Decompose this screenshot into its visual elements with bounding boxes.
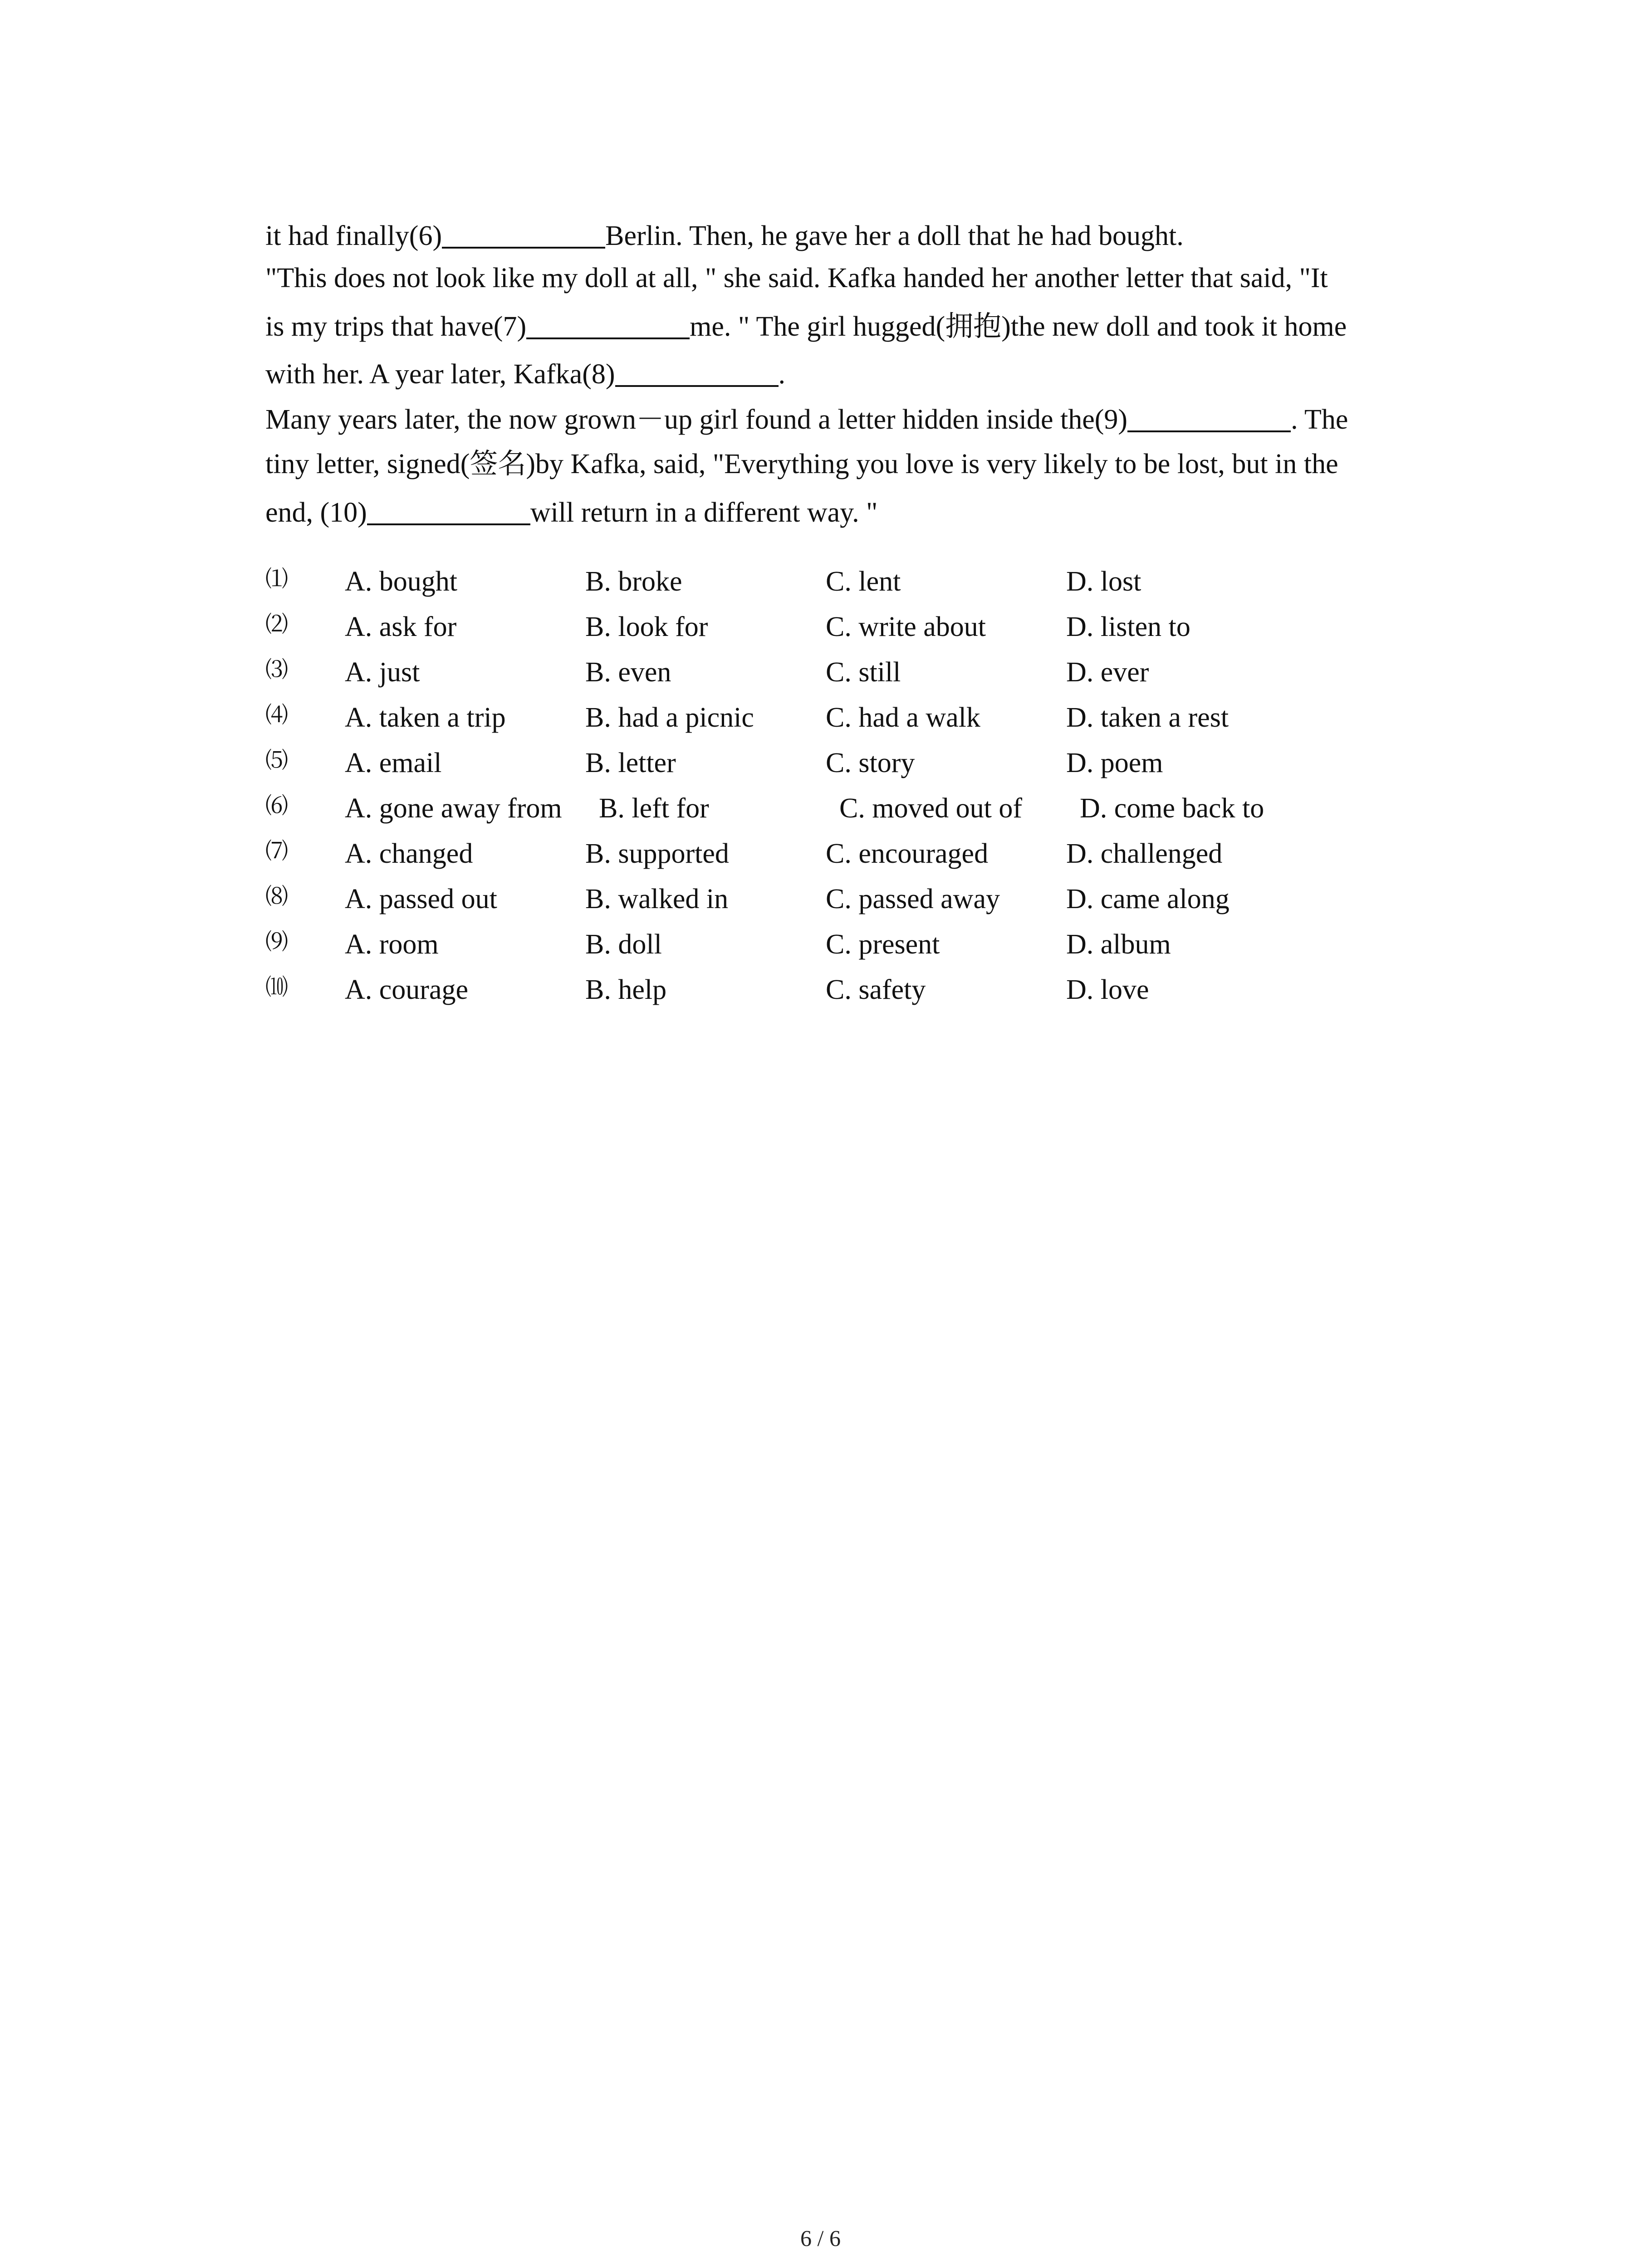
passage-text: . The xyxy=(1291,404,1348,435)
option-b: B. letter xyxy=(585,748,676,778)
option-d: D. challenged xyxy=(1066,838,1223,869)
option-c: C. encouraged xyxy=(826,838,989,869)
question-number: ⑵ xyxy=(265,611,288,637)
answer-blank xyxy=(526,311,690,339)
passage-line xyxy=(265,494,877,531)
answer-blank xyxy=(1127,404,1291,432)
option-a: A. email xyxy=(345,748,442,778)
option-a: A. bought xyxy=(345,566,457,597)
answer-blank xyxy=(615,359,779,387)
question-number: ⑻ xyxy=(265,883,288,909)
passage-line xyxy=(265,217,1184,254)
option-c: C. write about xyxy=(826,611,986,642)
option-b: B. supported xyxy=(585,838,729,869)
option-b: B. look for xyxy=(585,611,708,642)
option-b: B. left for xyxy=(599,793,709,824)
option-a: A. passed out xyxy=(345,884,497,914)
option-c: C. present xyxy=(826,929,940,960)
passage-text: is my trips that have(7) xyxy=(265,311,527,342)
passage-text: . xyxy=(778,359,785,390)
option-c: C. lent xyxy=(826,566,901,597)
question-number: ⑽ xyxy=(265,974,288,1000)
option-b: B. walked in xyxy=(585,884,729,914)
question-row xyxy=(265,559,1445,604)
question-number: ⑸ xyxy=(265,747,288,773)
option-c: C. passed away xyxy=(826,884,1000,914)
question-row xyxy=(265,922,1445,967)
question-row xyxy=(265,967,1445,1012)
option-a: A. just xyxy=(345,657,420,688)
option-d: D. listen to xyxy=(1066,611,1190,642)
option-a: A. changed xyxy=(345,838,473,869)
answer-blank xyxy=(442,220,605,249)
passage-text: with her. A year later, Kafka(8) xyxy=(265,359,615,390)
passage-text: will return in a different way. " xyxy=(530,497,878,528)
passage-text: "This does not look like my doll at all, " she said. Kafka handed her another letter that said, "It xyxy=(265,263,1328,293)
passage-text: Berlin. Then, he gave her a doll that he had bought. xyxy=(605,220,1184,251)
option-b: B. even xyxy=(585,657,671,688)
option-d: D. poem xyxy=(1066,748,1163,778)
option-d: D. came along xyxy=(1066,884,1230,914)
option-a: A. courage xyxy=(345,974,468,1005)
option-a: A. gone away from xyxy=(345,793,562,824)
option-c: C. story xyxy=(826,748,915,778)
passage-line xyxy=(265,446,1338,482)
question-number: ⑴ xyxy=(265,566,288,592)
question-number: ⑹ xyxy=(265,792,288,819)
option-a: A. room xyxy=(345,929,439,960)
option-b: B. broke xyxy=(585,566,682,597)
option-c: C. moved out of xyxy=(839,793,1022,824)
question-row xyxy=(265,604,1445,650)
passage-text: Many years later, the now grown－up girl found a letter hidden inside the(9) xyxy=(265,404,1128,435)
question-row xyxy=(265,695,1445,740)
passage-text: me. " The girl hugged(拥抱)the new doll and took it home xyxy=(690,311,1347,342)
question-row xyxy=(265,650,1445,695)
option-b: B. had a picnic xyxy=(585,702,754,733)
option-d: D. ever xyxy=(1066,657,1149,688)
passage-text: end, (10) xyxy=(265,497,367,528)
passage-line xyxy=(265,355,785,392)
option-c: C. still xyxy=(826,657,901,688)
page-number: 6 / 6 xyxy=(800,2225,841,2251)
option-c: C. safety xyxy=(826,974,926,1005)
question-number: ⑶ xyxy=(265,656,288,683)
passage-line xyxy=(265,308,1347,345)
option-d: D. lost xyxy=(1066,566,1141,597)
passage-line xyxy=(265,401,1348,438)
option-d: D. come back to xyxy=(1080,793,1264,824)
question-row xyxy=(265,740,1445,786)
question-number: ⑷ xyxy=(265,702,288,728)
option-b: B. doll xyxy=(585,929,662,960)
question-row xyxy=(265,876,1445,922)
passage-text: tiny letter, signed(签名)by Kafka, said, "Everything you love is very likely to be lost, but in the xyxy=(265,449,1338,479)
option-d: D. album xyxy=(1066,929,1171,960)
answer-blank xyxy=(367,497,530,525)
question-number: ⑺ xyxy=(265,838,288,864)
option-a: A. taken a trip xyxy=(345,702,506,733)
option-a: A. ask for xyxy=(345,611,457,642)
option-c: C. had a walk xyxy=(826,702,980,733)
option-d: D. love xyxy=(1066,974,1149,1005)
option-b: B. help xyxy=(585,974,667,1005)
question-row xyxy=(265,786,1445,831)
passage-line xyxy=(265,260,1328,296)
passage-text: it had finally(6) xyxy=(265,220,442,251)
question-row xyxy=(265,831,1445,876)
question-number: ⑼ xyxy=(265,929,288,955)
option-d: D. taken a rest xyxy=(1066,702,1229,733)
